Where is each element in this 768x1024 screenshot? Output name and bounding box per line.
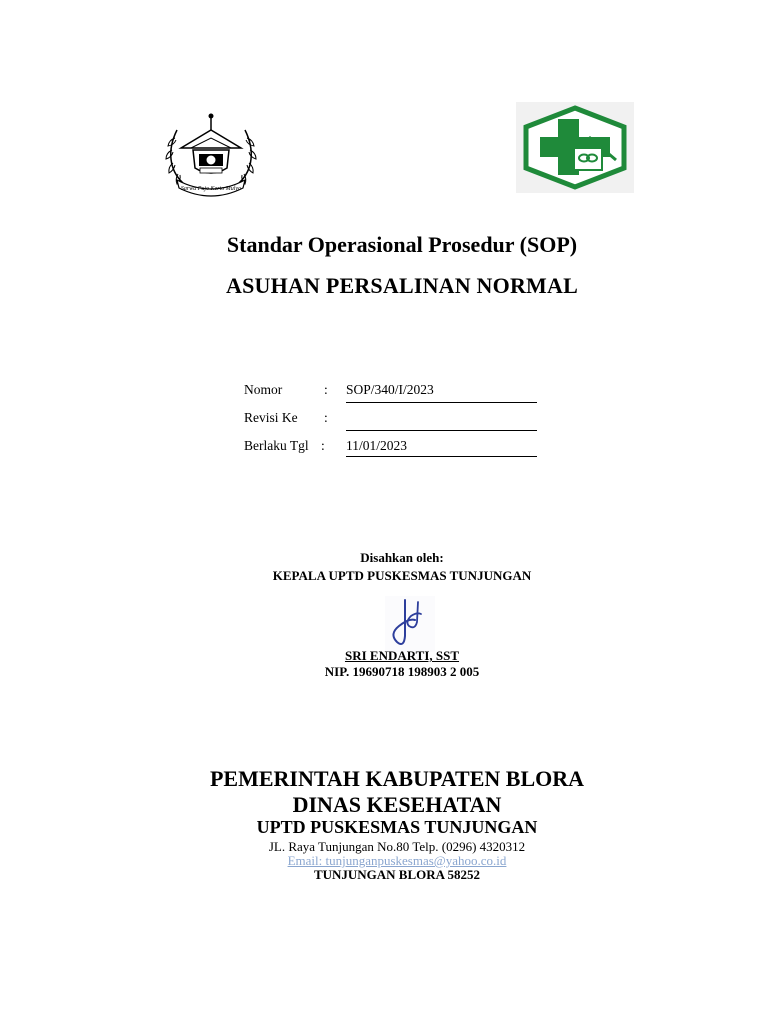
revisi-colon: : bbox=[324, 410, 328, 425]
department-name: DINAS KESEHATAN bbox=[292, 792, 502, 817]
nomor-underline bbox=[346, 402, 537, 403]
government-name: PEMERINTAH KABUPATEN BLORA bbox=[209, 766, 585, 791]
puskesmas-logo-icon bbox=[516, 102, 634, 193]
signature-icon bbox=[385, 596, 435, 652]
berlaku-value: 11/01/2023 bbox=[346, 438, 408, 453]
approver-position: KEPALA UPTD PUSKESMAS TUNJUNGAN bbox=[272, 568, 532, 583]
blora-regency-emblem-icon bbox=[163, 108, 259, 198]
unit-name: UPTD PUSKESMAS TUNJUNGAN bbox=[256, 817, 538, 837]
emblem-motto: Sarwa Pujo Kerto Mulyo bbox=[180, 186, 242, 192]
document-subtitle: ASUHAN PERSALINAN NORMAL bbox=[226, 273, 578, 298]
city-postal: TUNJUNGAN BLORA 58252 bbox=[313, 867, 481, 882]
revisi-underline bbox=[346, 430, 537, 431]
approved-by-label: Disahkan oleh: bbox=[360, 550, 444, 565]
email-link[interactable]: Email: tunjunganpuskesmas@yahoo.co.id bbox=[287, 853, 507, 868]
nomor-value: SOP/340/I/2023 bbox=[346, 382, 434, 397]
revisi-label: Revisi Ke bbox=[244, 410, 298, 425]
berlaku-label: Berlaku Tgl bbox=[244, 438, 309, 453]
address-line: JL. Raya Tunjungan No.80 Telp. (0296) 4320312 bbox=[268, 839, 526, 854]
nomor-label: Nomor bbox=[244, 382, 283, 397]
berlaku-colon: : bbox=[321, 438, 325, 453]
nomor-colon: : bbox=[324, 382, 328, 397]
berlaku-underline bbox=[346, 456, 537, 457]
signer-name: SRI ENDARTI, SST bbox=[344, 648, 460, 663]
document-title: Standar Operasional Prosedur (SOP) bbox=[226, 232, 578, 257]
signer-nip: NIP. 19690718 198903 2 005 bbox=[324, 664, 480, 679]
